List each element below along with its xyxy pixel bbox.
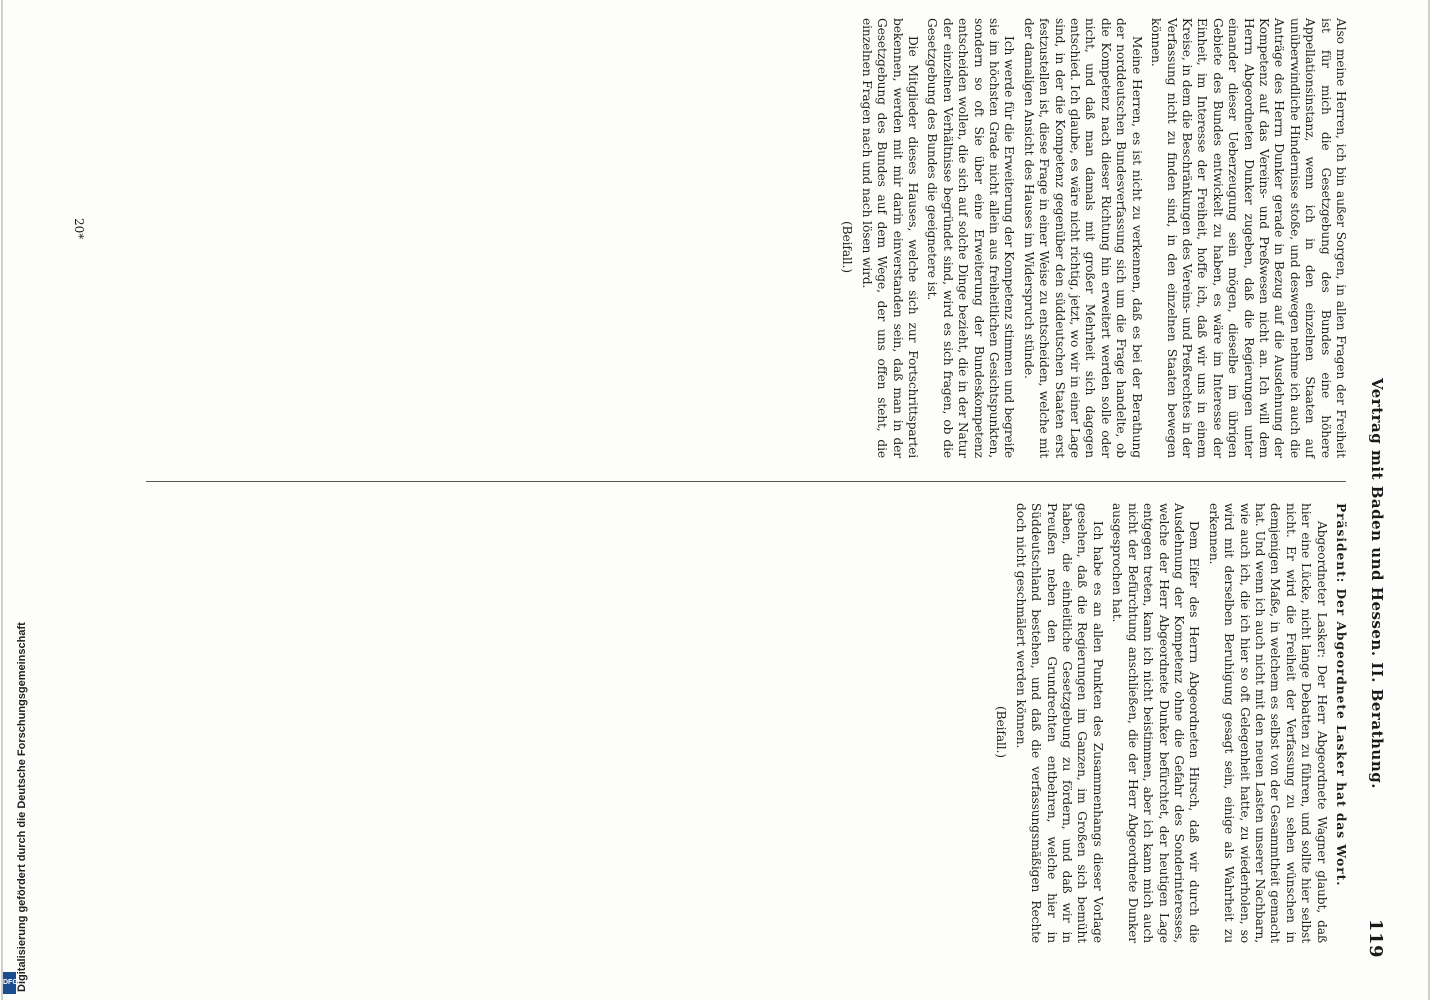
column-divider [146, 481, 1346, 482]
running-head-title: Vertrag mit Baden und Hessen. II. Berathung. [1368, 378, 1386, 789]
scan-edge-right [1428, 0, 1430, 1000]
credit-text: Digitalisierung gefördert durch die Deutsche Forschungsgemeinschaft [16, 622, 28, 992]
paragraph: Die Mitglieder dieses Hauses, welche sich zur Fortschrittspartei bekennen, werden mit mir darin einverstanden sein, daß man in der Gesetzgebung des Bundes auf dem Wege, der uns offen steht, die einzelnen Fragen nach und nach lösen wird. [859, 18, 921, 458]
running-head [1356, 18, 1386, 958]
dfg-logo-icon: DFG [3, 972, 16, 994]
paragraph: Ich werde für die Erweiterung der Kompetenz stimmen und begreife sie im höchsten Grade nicht allein aus freiheitlichen Gesichtspunkten, sondern so oft Sie über eine Erweiterung der Bundeskompetenz entscheiden wollen, die sich auf solche Dinge bezieht, die in der Natur der einzelnen Verhältnisse begründet sind, wird es sich fragen, ob die Gesetzgebung des Bundes die geeignetere ist. [925, 18, 1017, 458]
paragraph: Also meine Herren, ich bin außer Sorgen, in allen Fragen der Freiheit ist für mich die Gesetzgebung des Bundes eine höhere Appellationsinstanz, wenn ich in den einzelnen Staaten auf unüberwindliche Hindernisse stoße, und deswegen nehme ich auch die Anträge des Herrn Dunker gerade in Bezug auf die Ausdehnung der Kompetenz auf das Vereins- und Preßwesen nicht an. Ich will dem Herrn Abgeordneten Dunker zugeben, daß die Regierungen unter einander dieser Ueberzeugung sein mögen, dieselbe im übrigen Gebiete des Bundes entwickelt zu haben, es wäre im Interesse der Einheit, im Interesse der Freiheit, hoffe ich, daß wir uns in einem Kreise, in dem die Beschränkungen des Vereins- und Preßrechtes in der Verfassung nicht zu finden sind, in den einzelnen Staaten bewegen können. [1149, 18, 1348, 458]
page-signature: 20* [72, 218, 86, 240]
rotated-page-content [46, 18, 1386, 958]
page-number: 119 [1365, 918, 1386, 958]
paragraph: Dem Eifer des Herrn Abgeordneten Hirsch, daß wir durch die Ausdehnung der Kompetenz ohne die Gefahr des Sonderinteresses, welche der Herr Abgeordnete Dunker befürchtet, der heutigen Lage entgegen treten, kann ich nicht beistimmen, aber ich kann mich auch nicht der Befürchtung anschließen, die der Herr Abgeordnete Dunker ausgesprochen hat. [1110, 503, 1202, 943]
paragraph: Abgeordneter Lasker: Der Herr Abgeordnete Wagner glaubt, daß hier eine Lücke, nicht lange Debatten zu führen, und sollte hier selbst nicht. Er wird die Freiheit der Verfassung zu sehen wünschen in demjenigen Maße, in welchem es selbst von der Gesammtheit gemacht hat. Und wenn ich auch nicht mit den neuen Lasten unserer Nachbarn, wie auch ich, die ich hier so oft Gelegenheit hatte, zu wiederholen, so wird mit derselben Beruhigung gesagt sein, einige als Wahrheit zu erkennen. [1206, 503, 1329, 943]
paragraph: Meine Herren, es ist nicht zu verkennen, daß es bei der Berathung der norddeutschen Bundesverfassung sich um die Frage handelte, ob die Kompetenz nach dieser Richtung hin erweitert werden solle oder nicht, und daß man damals mit großer Mehrheit sich dagegen entschied. Ich glaube, es wäre nicht richtig, jetzt, wo wir in einer Lage sind, in der die Kompetenz gegenüber den süddeutschen Staaten erst festzustellen ist, diese Frage in einer Weise zu entscheiden, welche mit der damaligen Ansicht des Hauses im Widerspruch stünde. [1021, 18, 1144, 458]
paragraph: Ich habe es an allen Punkten des Zusammenhangs dieser Vorlage gesehen, daß die Regierungen im Ganzen, im Großen sich bemüht haben, die einheitliche Gesetzgebung zu fördern, und daß wir in Preußen neben den Grundrechten entbehren, welche hier in Süddeutschland bestehen, und daß die verfassungsmäßigen Rechte doch nicht geschmälert werden können. [1013, 503, 1105, 943]
text-column-left [98, 18, 1348, 458]
digitization-credit [0, 0, 28, 1000]
applause-note: (Beifall.) [840, 220, 855, 274]
applause-note: (Beifall.) [994, 705, 1009, 759]
speaker-line: Präsident: Der Abgeordnete Lasker hat das Wort. [1334, 503, 1348, 887]
text-column-right [98, 503, 1348, 943]
